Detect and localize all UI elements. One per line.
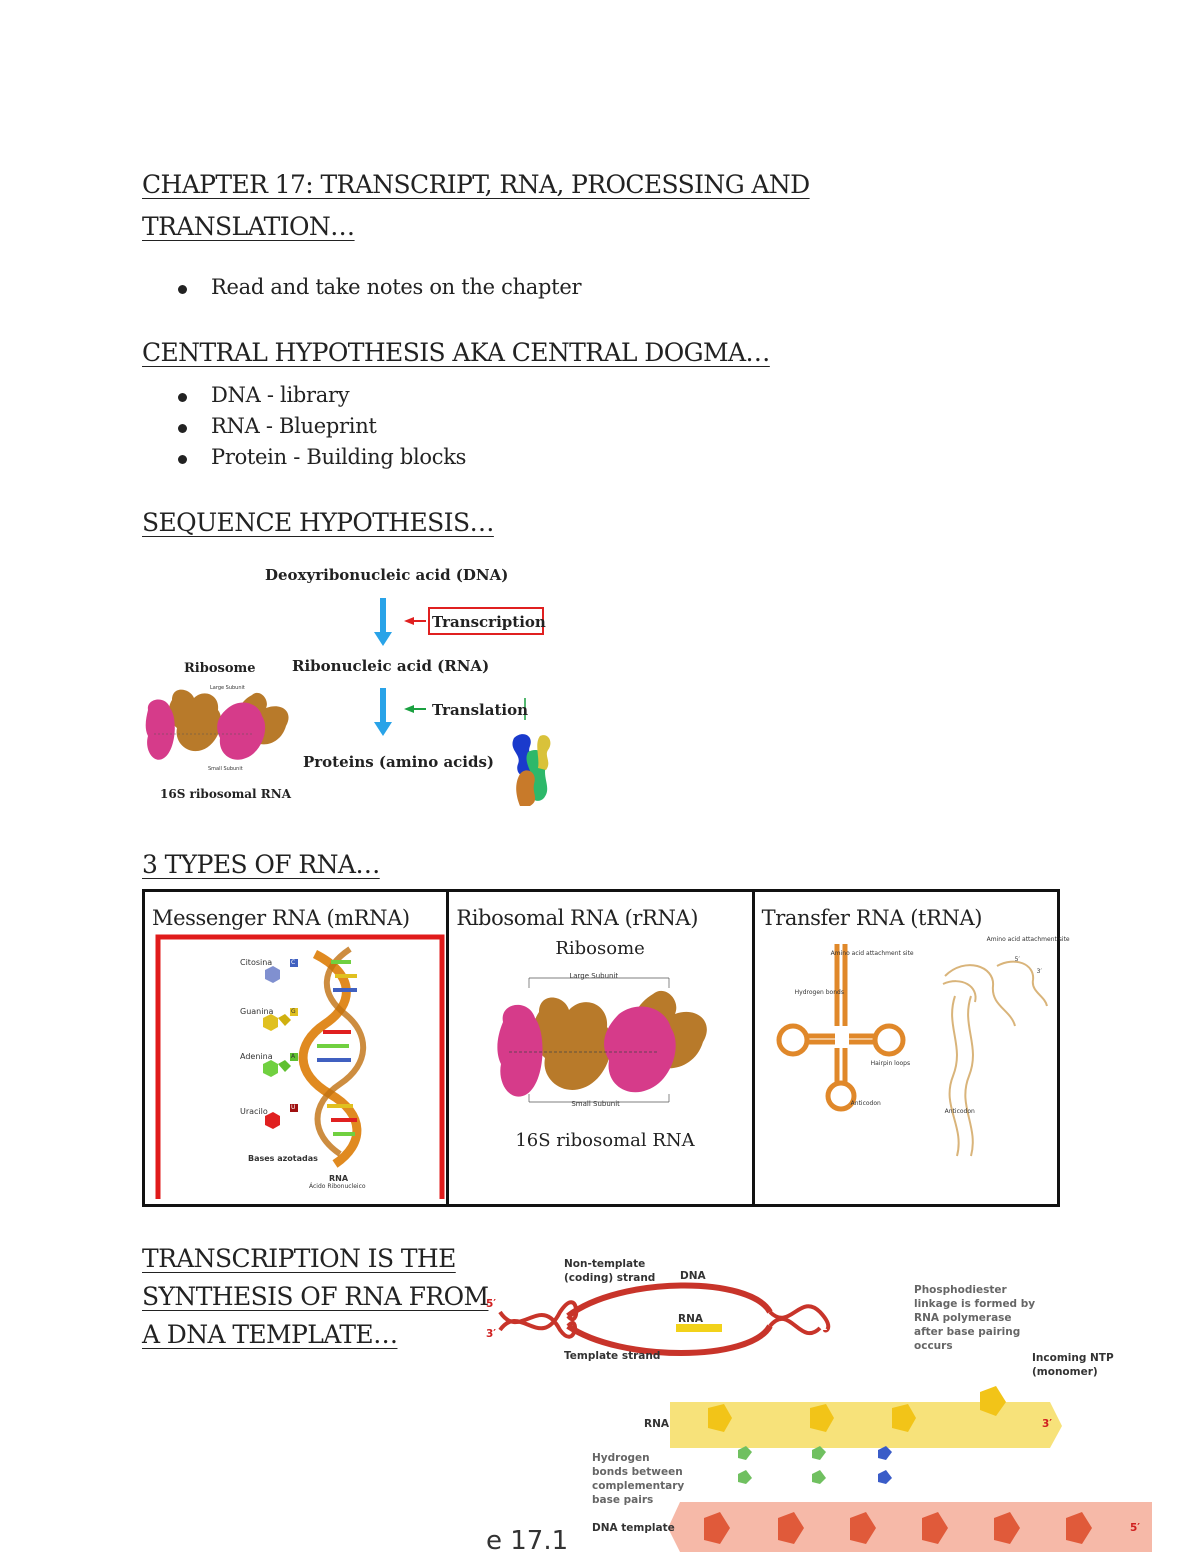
proteins-label: Proteins (amino acids): [303, 753, 495, 771]
three-prime-left: 3′: [486, 1328, 497, 1340]
base-a-letter: A: [291, 1053, 296, 1060]
bases-caption: Bases azotadas: [248, 1154, 318, 1163]
rrna-label: 16S ribosomal RNA: [160, 787, 292, 801]
dna-template-label: DNA template: [592, 1522, 675, 1534]
hydrogen-line2: bonds between: [592, 1466, 683, 1478]
sequence-heading: SEQUENCE HYPOTHESIS…: [142, 508, 494, 537]
protein-structure-icon: [512, 734, 550, 806]
phospho-line1: Phosphodiester: [914, 1284, 1007, 1296]
transcription-heading-line2: SYNTHESIS OF RNA FROM: [142, 1282, 489, 1311]
base-a-name: Adenina: [240, 1052, 273, 1061]
central-dogma-arrows: [142, 560, 562, 810]
intro-list: [176, 272, 581, 303]
central-dogma-heading: CENTRAL HYPOTHESIS AKA CENTRAL DOGMA…: [142, 338, 770, 367]
anticodon-label: Anticodon: [850, 1100, 881, 1107]
rrna-caption: 16S ribosomal RNA: [515, 1130, 695, 1151]
phospho-line5: occurs: [914, 1340, 953, 1352]
trna-cell: [755, 892, 1070, 1204]
mrna-title: Messenger RNA (mRNA): [152, 906, 410, 930]
incoming-ntp-sub: (monomer): [1032, 1366, 1098, 1378]
large-subunit-label: Large Subunit: [210, 685, 245, 691]
anticodon-right-label: Anticodon: [944, 1108, 975, 1115]
dna-template-strand-icon: [668, 1502, 1152, 1552]
list-item: DNA - library: [176, 380, 466, 411]
trna-title: Transfer RNA (tRNA): [761, 906, 983, 930]
ribosome-heading: Ribosome: [555, 938, 645, 959]
five-prime-label: 5′: [1014, 956, 1020, 963]
rna-label: Ribonucleic acid (RNA): [292, 657, 490, 675]
rna-label: RNA: [678, 1313, 703, 1325]
amino-site-right-label: Amino acid attachment site: [986, 936, 1070, 943]
trna-3d-icon: [943, 962, 1047, 1156]
rna-types-heading: 3 TYPES OF RNA…: [142, 850, 380, 879]
rna-subcaption: Ácido Ribonucleico: [309, 1183, 366, 1190]
base-u-letter: U: [291, 1104, 296, 1111]
rna-strand-icon: [670, 1386, 1062, 1448]
small-subunit-label: Small Subunit: [208, 766, 243, 772]
rna-helix-icon: [303, 949, 363, 1164]
large-subunit-label: Large Subunit: [569, 972, 619, 980]
dna-label: Deoxyribonucleic acid (DNA): [265, 566, 509, 584]
ribosome-figure: [489, 972, 719, 1112]
dna-label: DNA: [680, 1270, 706, 1282]
three-prime-rna: 3′: [1042, 1418, 1053, 1430]
transcription-figure: [480, 1252, 1152, 1552]
base-c-letter: C: [291, 959, 296, 966]
trna-figure: [765, 936, 1055, 1176]
rna-types-table: [142, 889, 1070, 1207]
non-template-label: Non-template: [564, 1258, 646, 1270]
base-c-name: Citosina: [240, 958, 273, 967]
rna-strand-label: RNA: [644, 1418, 669, 1430]
central-dogma-figure: [142, 560, 562, 810]
rrna-cell: [449, 892, 754, 1204]
list-item: RNA - Blueprint: [176, 411, 466, 442]
ribosome-icon: [498, 978, 707, 1102]
rrna-title: Ribosomal RNA (rRNA): [456, 906, 698, 930]
base-g-name: Guanina: [240, 1007, 274, 1016]
hydrogen-line3: complementary: [592, 1480, 685, 1492]
transcription-heading-line3: A DNA TEMPLATE…: [142, 1320, 398, 1349]
ribosome-label: Ribosome: [184, 661, 256, 676]
phospho-line2: linkage is formed by: [914, 1298, 1036, 1310]
template-strand-label: Template strand: [564, 1350, 661, 1362]
five-prime-left: 5′: [486, 1298, 497, 1310]
base-pairs-icon: [738, 1446, 892, 1484]
ribosome-icon: [146, 690, 289, 760]
page-number: e 17.1: [486, 1526, 569, 1556]
small-subunit-label: Small Subunit: [571, 1100, 620, 1108]
incoming-ntp-label: Incoming NTP: [1032, 1352, 1114, 1364]
rna-caption: RNA: [329, 1174, 349, 1183]
translation-label: Translation: [432, 701, 528, 719]
hydrogen-line4: base pairs: [592, 1494, 654, 1506]
coding-strand-label: (coding) strand: [564, 1272, 656, 1284]
three-prime-label: 3′: [1036, 968, 1042, 975]
hydrogen-bonds-label: Hydrogen bonds: [794, 989, 844, 996]
mrna-cell: [145, 892, 449, 1204]
phospho-line3: RNA polymerase: [914, 1312, 1012, 1324]
central-dogma-list: [176, 380, 466, 473]
chapter-title-line2: TRANSLATION…: [142, 212, 355, 241]
list-item: Read and take notes on the chapter: [176, 272, 581, 303]
transcription-label: Transcription: [432, 613, 546, 631]
base-u-name: Uracilo: [240, 1107, 268, 1116]
dna-bubble-icon: [500, 1285, 828, 1353]
hydrogen-line1: Hydrogen: [592, 1452, 650, 1464]
list-item: Protein - Building blocks: [176, 442, 466, 473]
hairpin-label: Hairpin loops: [870, 1060, 911, 1067]
amino-site-label: Amino acid attachment site: [830, 950, 914, 957]
base-g-letter: G: [291, 1008, 296, 1015]
transcription-diagram: [480, 1252, 1152, 1552]
five-prime-template: 5′: [1130, 1522, 1141, 1534]
phospho-line4: after base pairing: [914, 1326, 1021, 1338]
trna-cloverleaf-icon: [779, 944, 903, 1109]
transcription-heading-line1: TRANSCRIPTION IS THE: [142, 1244, 456, 1273]
chapter-title-line1: CHAPTER 17: TRANSCRIPT, RNA, PROCESSING AND: [142, 170, 810, 199]
